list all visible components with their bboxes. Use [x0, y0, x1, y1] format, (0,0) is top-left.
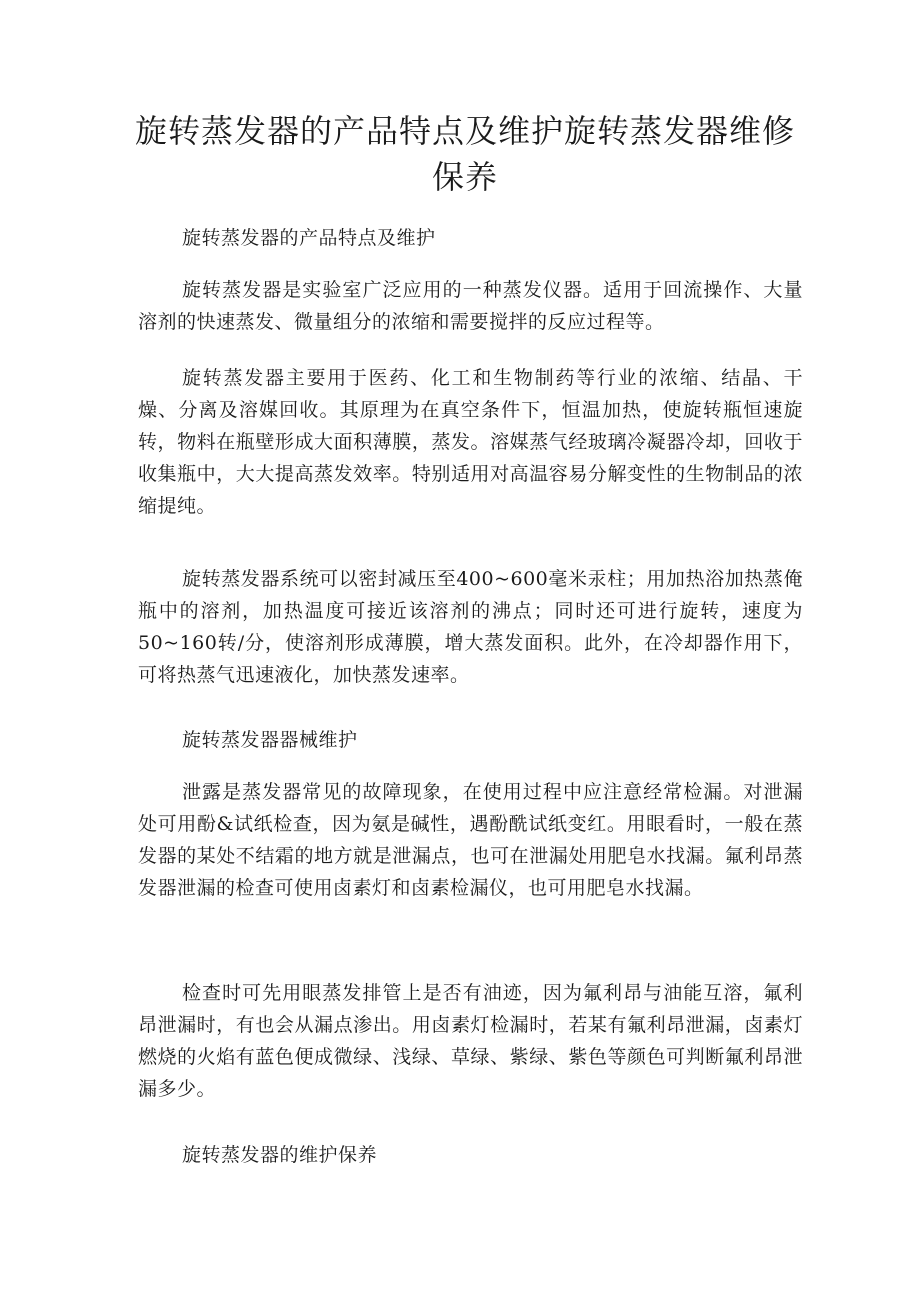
paragraph-leak: 泄露是蒸发器常见的故障现象，在使用过程中应注意经常检漏。对泄漏处可用酚&试纸检查，因为氨是碱性，遇酚酰试纸变红。用眼看时，一般在蒸发器的某处不结霜的地方就是泄漏点，也可在泄漏处用肥皂水找漏。氟利昂蒸发器泄漏的检查可使用卤素灯和卤素检漏仪，也可用肥皂水找漏。	[138, 781, 803, 899]
paragraph-principle: 旋转蒸发器主要用于医药、化工和生物制药等行业的浓缩、结晶、干燥、分离及溶媒回收。其原理为在真空条件下，恒温加热，使旋转瓶恒速旋转，物料在瓶壁形成大面积薄膜，蒸发。溶媒蒸气经玻璃冷凝器冷却，回收于收集瓶中，大大提高蒸发效率。特别适用对高温容易分解变性的生物制品的浓缩提纯。	[138, 367, 803, 517]
paragraph-system: 旋转蒸发器系统可以密封减压至400~600毫米汞柱；用加热浴加热蒸俺瓶中的溶剂，加热温度可接近该溶剂的沸点；同时还可进行旋转，速度为50~160转/分，使溶剂形成薄膜，增大蒸发面积。此外，在冷却器作用下，可将热蒸气迅速液化，加快蒸发速率。	[138, 568, 803, 686]
document-title: 旋转蒸发器的产品特点及维护旋转蒸发器维修保养	[134, 112, 795, 196]
section-heading-care: 旋转蒸发器的维护保养	[182, 1144, 378, 1166]
section-heading-maintenance: 旋转蒸发器器械维护	[182, 729, 358, 751]
paragraph-intro: 旋转蒸发器是实验室广泛应用的一种蒸发仪器。适用于回流操作、大量溶剂的快速蒸发、微量组分的浓缩和需要搅拌的反应过程等。	[138, 279, 803, 333]
section-heading-features: 旋转蒸发器的产品特点及维护	[182, 227, 436, 249]
paragraph-inspection: 检查时可先用眼蒸发排管上是否有油迹，因为氟利昂与油能互溶，氟利昂泄漏时，有也会从漏点渗出。用卤素灯检漏时，若某有氟利昂泄漏，卤素灯燃烧的火焰有蓝色便成微绿、浅绿、草绿、紫绿、紫色等颜色可判断氟利昂泄漏多少。	[138, 982, 803, 1100]
